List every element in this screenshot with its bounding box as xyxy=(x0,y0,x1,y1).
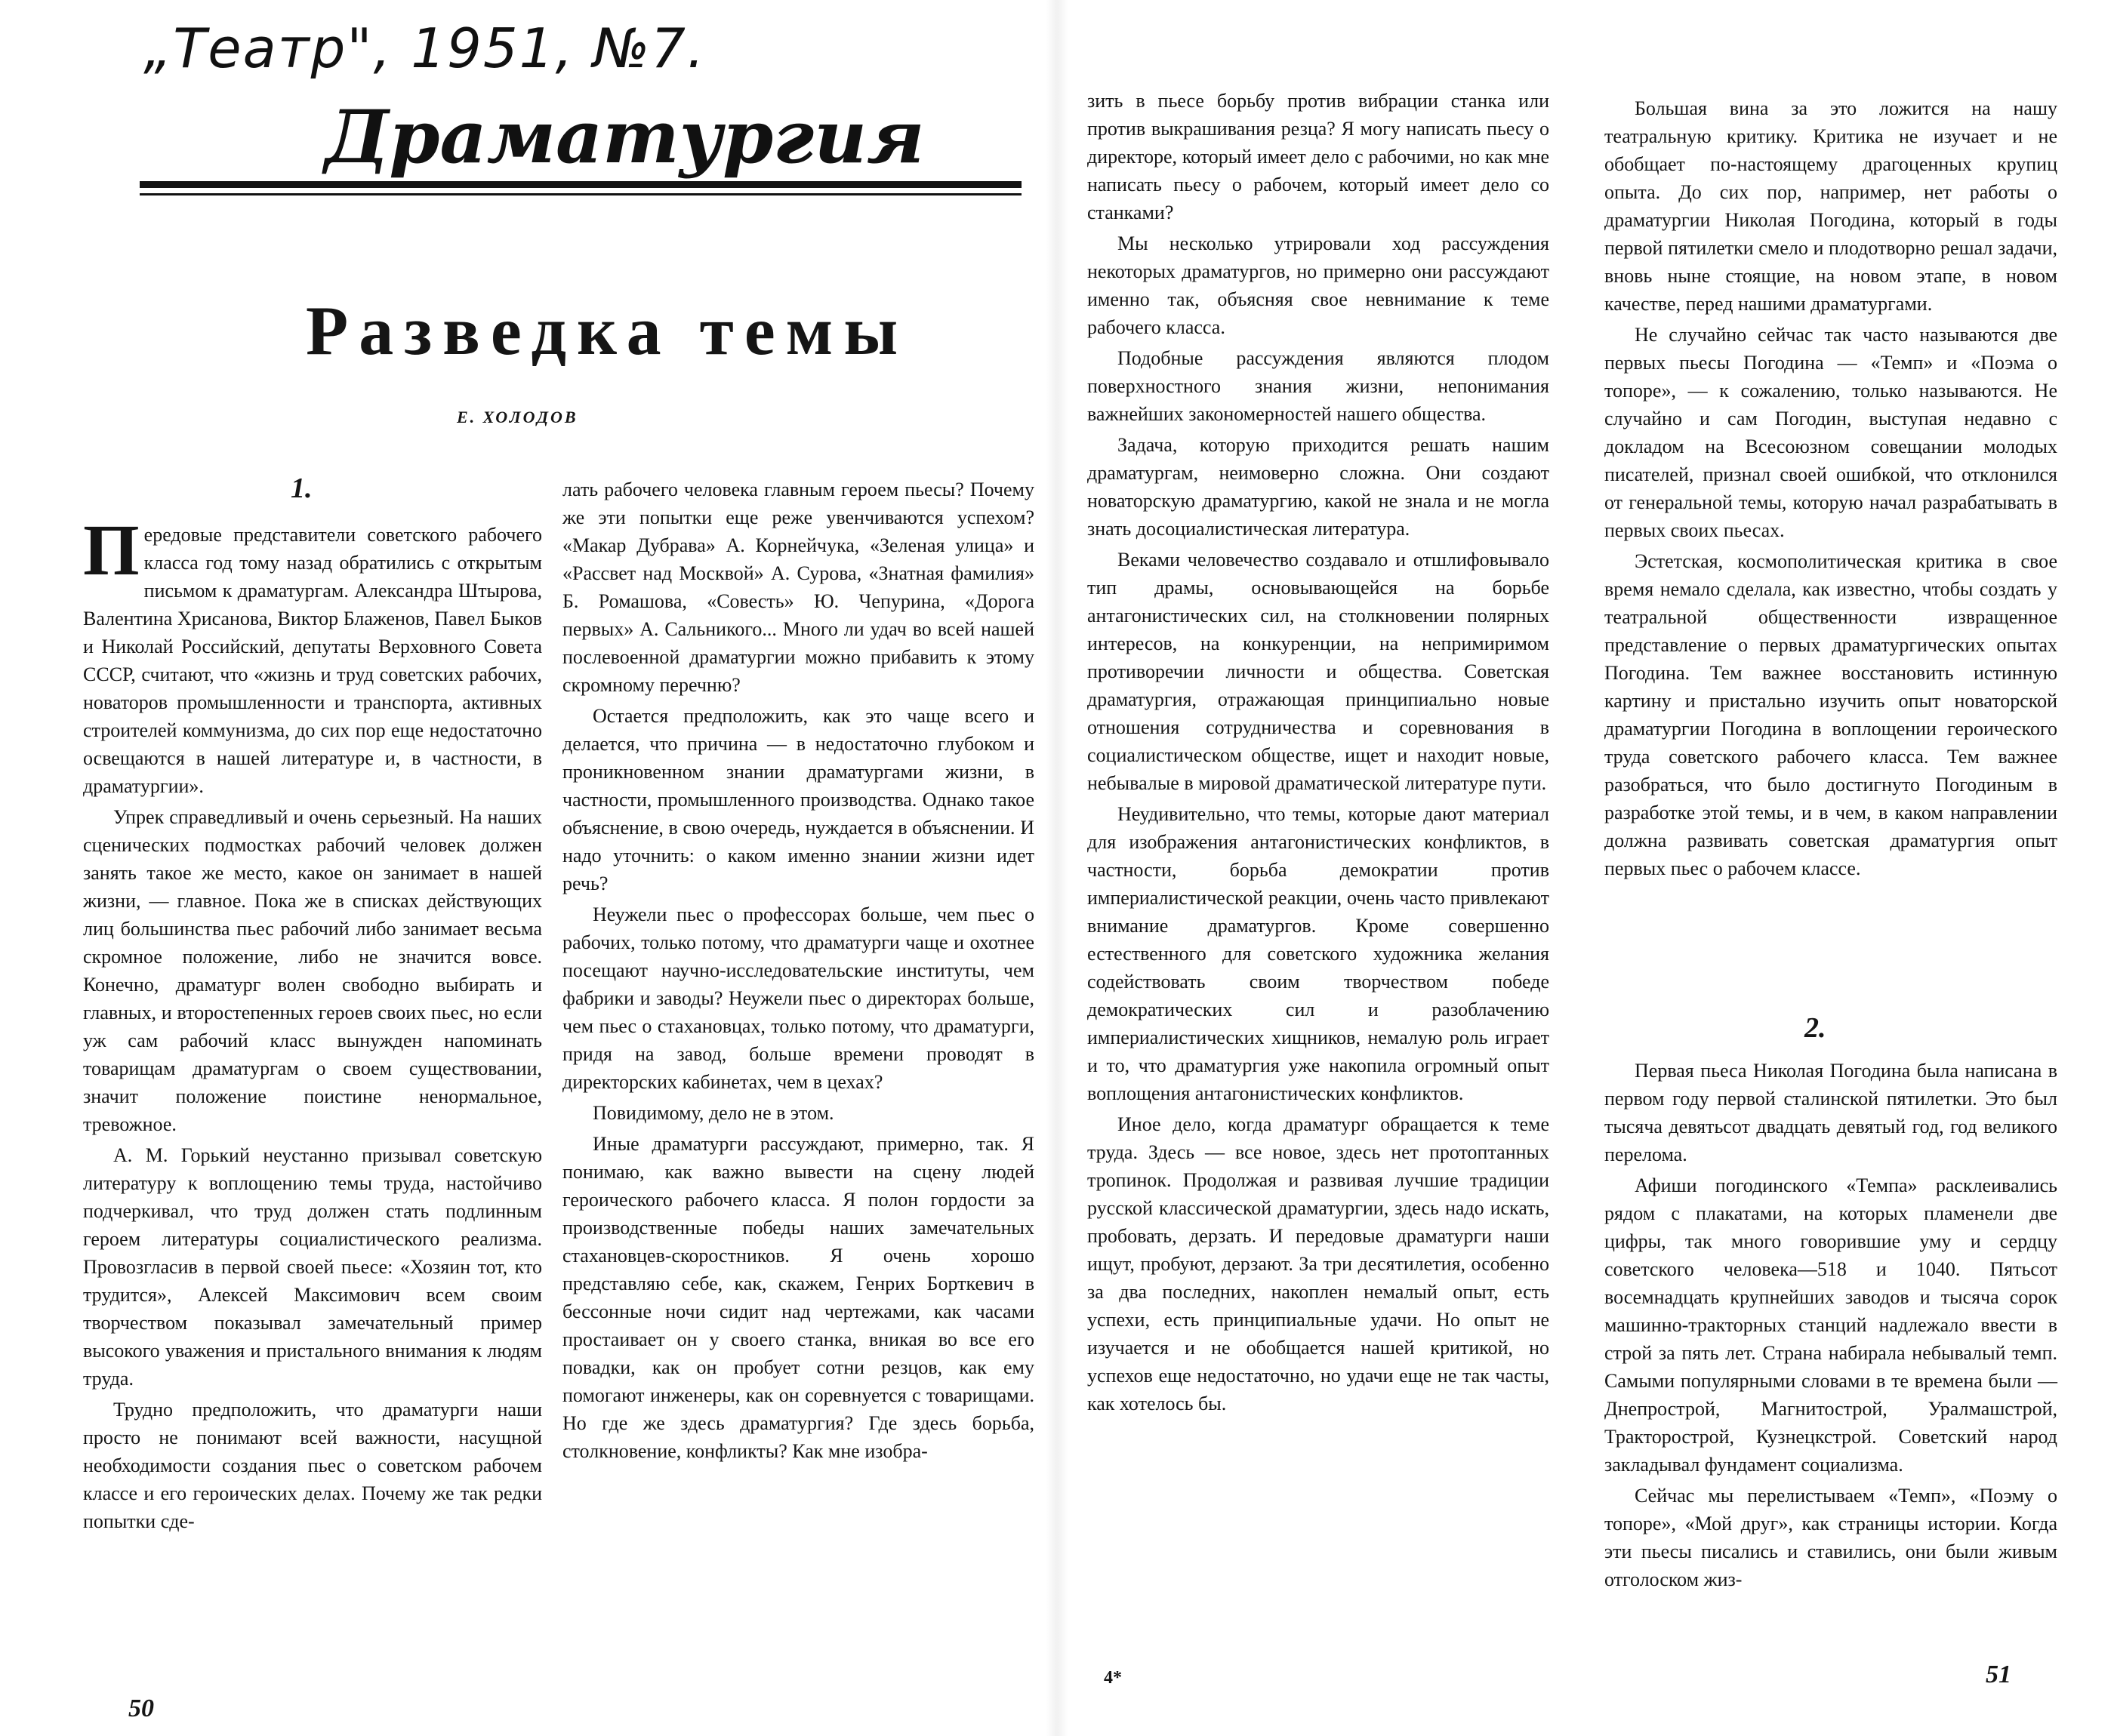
paragraph: Подобные рассуждения являются плодом поверхностного знания жизни, непонимания важнейших закономерностей нашего общества. xyxy=(1087,347,1549,425)
paragraph: Большая вина за это ложится на нашу театральную критику. Критика не изучает и не обобщает по-настоящему драгоценных крупиц опыта. До сих пор, например, нет работы о драматургии Николая Погодина, который в годы первой пятилетки смело и плодотворно решал задачи, вновь ныне стоящие, на новом этапе, в новом качестве, перед нашими драматургами. xyxy=(1604,97,2057,315)
paragraph: лать рабочего человека главным героем пьесы? Почему же эти попытки еще реже увенчиваются успехом? «Макар Дубрава» А. Корнейчука, «Зеленая улица» и «Рассвет над Москвой» А. Сурова, «Знатная фамилия» Б. Ромашова, «Совесть» Ю. Чепурина, «Дорога первых» А. Сальникого... Много ли удач во всей нашей послевоенной драматургии можно прибавить к этому скромному перечню? xyxy=(562,479,1034,696)
paragraph: зить в пьесе борьбу против вибрации станка или против выкрашивания резца? Я могу написать пьесу о директоре, который имеет дело с рабочими, но как мне написать пьесу о рабочем, который имеет дело со станками? xyxy=(1087,90,1549,223)
paragraph: Упрек справедливый и очень серьезный. На наших сценических подмостках рабочий человек должен занять такое же место, какое он занимает в нашей жизни, — главное. Пока же в списках действующих лиц большинства пьес рабочий либо занимает весьма скромное положение, либо не значится вовсе. Конечно, драматург волен свободно выбирать и главных, и второстепенных героев своих пьес, но если уж сам рабочий класс вынужден напоминать товарищам драматургам о своем существовании, значит положение поистине ненормальное, тревожное. xyxy=(83,806,542,1135)
paragraph: Эстетская, космополитическая критика в свое время немало сделала, как известно, чтобы создать у театральной общественности извращенное представление о первых драматургических опытах Погодина. Тем важнее восстановить истинную картину и пристально изучить опыт новаторской драматургии Погодина в воплощении героического труда советского рабочего класса. Тем важнее разобраться, что было достигнуто Погодиным в разработке этой темы, и в чем, в каком направлении должна развивать советская драматургия опыт первых пьес о рабочем классе. xyxy=(1604,550,2057,879)
page-gutter xyxy=(1046,0,1068,1736)
part-heading-1: 1. xyxy=(291,472,313,504)
text-column-4-bottom xyxy=(1604,1057,2057,1593)
paragraph: Передовые представители советского рабочего класса год тому назад обратились с открытым письмом к драматургам. Александра Штырова, Валентина Хрисанова, Виктор Блаженов, Павел Быков и Николай Российский, депутаты Верховного Совета СССР, считают, что «жизнь и труд советских рабочих, новаторов промышленности и транспорта, активных строителей коммунизма, до сих пор еще недостаточно освещаются в нашей литературе и, в частности, в драматургии». xyxy=(83,509,542,797)
article-author: Е. ХОЛОДОВ xyxy=(457,408,578,426)
paragraph: Задача, которую приходится решать нашим драматургам, неимоверно сложна. Они создают новаторскую драматургию, какой не знала и не могла знать досоциалистическая литература. xyxy=(1087,434,1549,540)
part-heading-2: 2. xyxy=(1804,1012,1826,1044)
paragraph: Трудно предположить, что драматурги наши просто не понимают всей важности, насущной необходимости создания пьес о советском рабочем классе и его героических делах. Почему же так редки попытки сде- xyxy=(83,1399,542,1532)
text-column-3 xyxy=(1087,87,1549,1417)
paragraph: Мы несколько утрировали ход рассуждения некоторых драматургов, но примерно они рассуждают именно так, объясняя свое невнимание к теме рабочего класса. xyxy=(1087,232,1549,338)
paragraph: Неужели пьес о профессорах больше, чем пьес о рабочих, только потому, что драматурги чаще и охотнее посещают научно-исследовательские институты, чем фабрики и заводы? Неужели пьес о директорах больше, чем пьес о стахановцах, только потому, что драматурги, придя на завод, больше времени проводят в директорских кабинетах, чем в цехах? xyxy=(562,903,1034,1093)
paragraph: Неудивительно, что темы, которые дают материал для изображения антагонистических конфликтов, в частности, борьба демократии против империалистической реакции, очень часто привлекают внимание драматургов. Кроме совершенно естественного для советского художника желания содействовать своим творчеством победе демократических сил и разоблачению империалистических хищников, немалую роль играет и то, что драматургия уже накопила огромный опыт воплощения антагонистических конфликтов. xyxy=(1087,803,1549,1104)
paragraph: Иные драматурги рассуждают, примерно, так. Я понимаю, как важно вывести на сцену людей героического рабочего класса. Я полон гордости за производственные победы наших замечательных стахановцев-скоростников. Я очень хорошо представляю себе, как, скажем, Генрих Борткевич в бессонные ночи сидит над чертежами, как часами простаивает он у своего станка, вникая во все его повадки, как он пробует сотни резцов, как ему помогают инженеры, как он соревнуется с товарищами. Но где же здесь драматургия? Где здесь борьба, столкновение, конфликты? Как мне изобра- xyxy=(562,1133,1034,1462)
paragraph: Иное дело, когда драматург обращается к теме труда. Здесь — все новое, здесь нет протоптанных тропинок. Продолжая и развивая лучшие традиции русской классической драматургии, здесь надо искать, пробовать, дерзать. И передовые драматурги наши ищут, пробуют, дерзают. За три десятилетия, особенно за два последних, накоплен немалый опыт, есть успехи, есть принципиальные удачи. Но опыт не изучается и не обобщается нашей критикой, но успехов еще недостаточно, но удачи еще не так часты, как хотелось бы. xyxy=(1087,1113,1549,1414)
handwritten-annotation: „Театр", 1951, №7. xyxy=(143,17,706,80)
text-column-4-top xyxy=(1604,94,2057,882)
page-number-left: 50 xyxy=(128,1694,154,1722)
text-column-2 xyxy=(562,476,1034,1465)
article-title: Разведка темы xyxy=(306,292,909,369)
paragraph: Афиши погодинского «Темпа» расклеивались рядом с плакатами, на которых пламенели две цифры, так много говорившие уму и сердцу советского человека—518 и 1040. Пятьсот восемнадцать крупнейших заводов и тысяча сорок машинно-тракторных станций надлежало ввести в строй за пять лет. Страна набирала небывалый темп. Самыми популярными словами в те времена были — Днепрострой, Магнитострой, Уралмашстрой, Тракторострой, Кузнецкстрой. Советский народ закладывал фундамент социализма. xyxy=(1604,1174,2057,1476)
printer-signature: 4* xyxy=(1104,1668,1122,1688)
section-title: Драматургия xyxy=(325,94,925,180)
section-rule-thick xyxy=(140,181,1022,188)
paragraph: Остается предположить, как это чаще всего и делается, что причина — в недостаточно глубоком и проникновенном знании драматургами жизни, в частности, промышленного производства. Однако такое объяснение, в свою очередь, нуждается в объяснении. И надо уточнить: о каком именно знании жизни идет речь? xyxy=(562,705,1034,894)
text-column-1 xyxy=(83,509,542,1535)
paragraph: Не случайно сейчас так часто называются две первых пьесы Погодина — «Темп» и «Поэма о топоре», — к сожалению, только называются. Не случайно и сам Погодин, выступая недавно с докладом на Всесоюзном совещании молодых писателей, признал своей ошибкой, что отклонился от генеральной темы, которую начал разрабатывать в первых своих пьесах. xyxy=(1604,324,2057,541)
paragraph: Первая пьеса Николая Погодина была написана в первом году первой сталинской пятилетки. Это был тысяча девятьсот двадцать девятый год, год великого перелома. xyxy=(1604,1060,2057,1165)
paragraph: Повидимому, дело не в этом. xyxy=(593,1102,834,1124)
paragraph: А. М. Горький неустанно призывал советскую литературу к воплощению темы труда, настойчиво подчеркивал, что труд должен стать подлинным героем литературы социалистического реализма. Провозгласив в первой своей пьесе: «Хозяин тот, кто трудится», Алексей Максимович всем своим творчеством показывал замечательный пример высокого уважения и пристального внимания к людям труда. xyxy=(83,1144,542,1390)
page-number-right: 51 xyxy=(1986,1661,2011,1688)
section-rule-thin xyxy=(140,193,1022,195)
dropcap: П xyxy=(83,509,140,590)
paragraph: Веками человечество создавало и отшлифовывало тип драмы, основывающейся на борьбе антагонистических сил, на столкновении полярных интересов, на конкуренции, на непримиримом противоречии личности и общества. Советская драматургия, отражающая принципиально новые отношения сотрудничества и соревнования в социалистическом обществе, ищет и находит новые, небывалые в мировой драматической литературе пути. xyxy=(1087,549,1549,794)
paragraph: Сейчас мы перелистываем «Темп», «Поэму о топоре», «Мой друг», как страницы истории. Когда эти пьесы писались и ставились, они были живым отголоском жиз- xyxy=(1604,1485,2057,1590)
